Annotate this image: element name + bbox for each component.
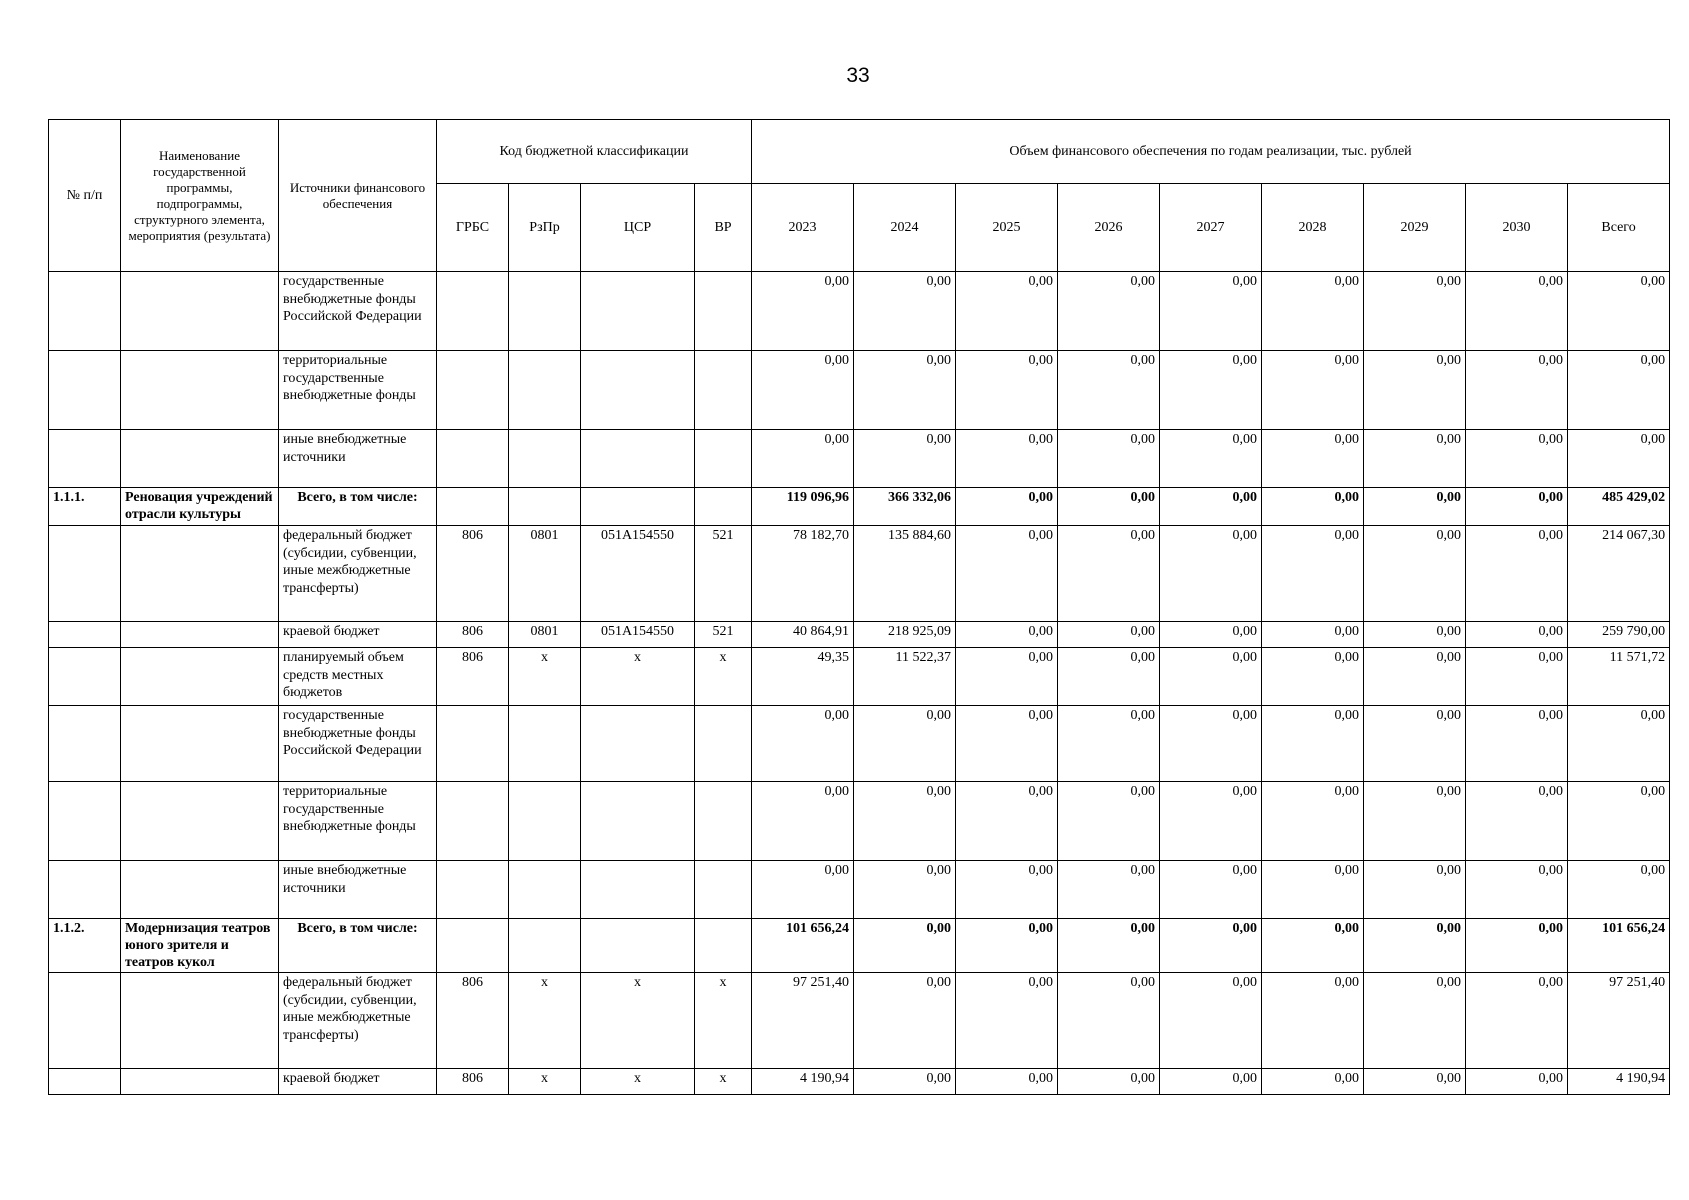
row-code: 806 xyxy=(437,973,509,1069)
row-name xyxy=(121,861,279,919)
row-name xyxy=(121,272,279,351)
row-value: 0,00 xyxy=(1466,782,1568,861)
row-name xyxy=(121,706,279,782)
row-value: 0,00 xyxy=(1364,272,1466,351)
row-value: 0,00 xyxy=(956,973,1058,1069)
table-row xyxy=(49,782,1670,861)
row-value: 0,00 xyxy=(1058,648,1160,706)
header-code-grbs: ГРБС xyxy=(437,184,509,272)
row-value: 0,00 xyxy=(956,782,1058,861)
row-source: иные внебюджетные источники xyxy=(279,861,437,919)
table-row xyxy=(49,706,1670,782)
row-code xyxy=(509,706,581,782)
row-value: 0,00 xyxy=(1466,488,1568,526)
row-source: планируемый объем средств местных бюджетов xyxy=(279,648,437,706)
header-year-2025: 2025 xyxy=(956,184,1058,272)
row-value: 0,00 xyxy=(1466,648,1568,706)
row-code xyxy=(695,782,752,861)
row-code xyxy=(509,782,581,861)
row-value: 0,00 xyxy=(1058,973,1160,1069)
row-code xyxy=(581,861,695,919)
table-row xyxy=(49,272,1670,351)
row-name xyxy=(121,622,279,648)
row-value: 0,00 xyxy=(1262,622,1364,648)
row-code: x xyxy=(581,1069,695,1095)
row-code xyxy=(437,861,509,919)
row-code xyxy=(581,430,695,488)
row-code xyxy=(581,919,695,973)
row-value: 0,00 xyxy=(854,272,956,351)
row-value: 0,00 xyxy=(956,706,1058,782)
row-value: 0,00 xyxy=(1058,622,1160,648)
row-source: территориальные государственные внебюджетные фонды xyxy=(279,351,437,430)
row-value: 366 332,06 xyxy=(854,488,956,526)
row-value: 119 096,96 xyxy=(752,488,854,526)
row-value: 0,00 xyxy=(1160,272,1262,351)
row-value: 0,00 xyxy=(956,430,1058,488)
row-total: 0,00 xyxy=(1568,430,1670,488)
header-code-vr: ВР xyxy=(695,184,752,272)
row-value: 4 190,94 xyxy=(752,1069,854,1095)
row-value: 0,00 xyxy=(752,272,854,351)
row-code: x xyxy=(509,973,581,1069)
row-value: 0,00 xyxy=(854,1069,956,1095)
row-value: 0,00 xyxy=(1262,526,1364,622)
row-code xyxy=(509,919,581,973)
row-code xyxy=(509,430,581,488)
row-name xyxy=(121,526,279,622)
header-year-2023: 2023 xyxy=(752,184,854,272)
table-row xyxy=(49,351,1670,430)
row-value: 0,00 xyxy=(1466,622,1568,648)
row-total: 0,00 xyxy=(1568,351,1670,430)
row-value: 0,00 xyxy=(854,351,956,430)
row-code: 0801 xyxy=(509,526,581,622)
row-value: 0,00 xyxy=(1364,622,1466,648)
row-code: 806 xyxy=(437,1069,509,1095)
row-source: Всего, в том числе: xyxy=(279,488,437,526)
table-row xyxy=(49,488,1670,526)
row-value: 0,00 xyxy=(1160,782,1262,861)
row-value: 0,00 xyxy=(752,351,854,430)
header-source: Источники финансового обеспечения xyxy=(279,120,437,272)
row-value: 0,00 xyxy=(956,488,1058,526)
row-total: 4 190,94 xyxy=(1568,1069,1670,1095)
row-value: 0,00 xyxy=(1262,919,1364,973)
row-code: x xyxy=(509,1069,581,1095)
table-body xyxy=(49,272,1670,1095)
row-value: 0,00 xyxy=(956,351,1058,430)
row-value: 78 182,70 xyxy=(752,526,854,622)
row-source: Всего, в том числе: xyxy=(279,919,437,973)
row-value: 0,00 xyxy=(1262,1069,1364,1095)
row-value: 0,00 xyxy=(1364,648,1466,706)
row-number: 1.1.2. xyxy=(49,919,121,973)
row-code: 806 xyxy=(437,622,509,648)
row-value: 0,00 xyxy=(1160,706,1262,782)
row-value: 0,00 xyxy=(1262,430,1364,488)
row-code: x xyxy=(695,973,752,1069)
row-number: 1.1.1. xyxy=(49,488,121,526)
table-row xyxy=(49,430,1670,488)
row-value: 0,00 xyxy=(1466,351,1568,430)
row-number xyxy=(49,272,121,351)
table-row xyxy=(49,861,1670,919)
header-code-csr: ЦСР xyxy=(581,184,695,272)
row-value: 0,00 xyxy=(1160,526,1262,622)
row-value: 0,00 xyxy=(956,622,1058,648)
row-value: 0,00 xyxy=(1160,488,1262,526)
header-year-2024: 2024 xyxy=(854,184,956,272)
row-code xyxy=(695,272,752,351)
row-code xyxy=(437,919,509,973)
row-value: 0,00 xyxy=(1160,973,1262,1069)
row-name xyxy=(121,782,279,861)
table-row xyxy=(49,1069,1670,1095)
row-code xyxy=(509,861,581,919)
row-value: 0,00 xyxy=(1364,919,1466,973)
row-code xyxy=(695,488,752,526)
row-code: 051A154550 xyxy=(581,526,695,622)
row-value: 40 864,91 xyxy=(752,622,854,648)
row-code xyxy=(509,272,581,351)
row-number xyxy=(49,706,121,782)
row-code xyxy=(581,488,695,526)
row-code xyxy=(509,488,581,526)
header-year-2029: 2029 xyxy=(1364,184,1466,272)
row-value: 218 925,09 xyxy=(854,622,956,648)
row-code: 521 xyxy=(695,526,752,622)
row-value: 0,00 xyxy=(1466,1069,1568,1095)
row-value: 0,00 xyxy=(1058,919,1160,973)
row-value: 0,00 xyxy=(752,706,854,782)
header-year-2030: 2030 xyxy=(1466,184,1568,272)
table-row xyxy=(49,622,1670,648)
header-code-group: Код бюджетной классификации xyxy=(437,120,752,184)
row-value: 0,00 xyxy=(1160,622,1262,648)
row-code xyxy=(581,782,695,861)
row-number xyxy=(49,648,121,706)
row-value: 0,00 xyxy=(956,861,1058,919)
row-value: 0,00 xyxy=(1160,648,1262,706)
row-code: 806 xyxy=(437,648,509,706)
row-code: x xyxy=(695,1069,752,1095)
row-total: 0,00 xyxy=(1568,782,1670,861)
row-value: 0,00 xyxy=(854,430,956,488)
row-value: 0,00 xyxy=(1364,430,1466,488)
row-code xyxy=(437,782,509,861)
row-total: 485 429,02 xyxy=(1568,488,1670,526)
row-value: 0,00 xyxy=(1058,861,1160,919)
row-code xyxy=(437,488,509,526)
row-value: 0,00 xyxy=(1262,706,1364,782)
row-value: 0,00 xyxy=(1364,973,1466,1069)
row-value: 0,00 xyxy=(1262,488,1364,526)
row-code: 051A154550 xyxy=(581,622,695,648)
row-name xyxy=(121,648,279,706)
row-value: 0,00 xyxy=(1160,861,1262,919)
row-total: 11 571,72 xyxy=(1568,648,1670,706)
row-value: 0,00 xyxy=(1058,272,1160,351)
row-value: 101 656,24 xyxy=(752,919,854,973)
header-name: Наименование государственной программы, подпрограммы, структурного элемента, мероприятия (результата) xyxy=(121,120,279,272)
row-name xyxy=(121,973,279,1069)
row-code xyxy=(437,272,509,351)
row-value: 0,00 xyxy=(1364,351,1466,430)
row-value: 0,00 xyxy=(1160,430,1262,488)
row-source: территориальные государственные внебюджетные фонды xyxy=(279,782,437,861)
row-value: 0,00 xyxy=(956,648,1058,706)
row-code xyxy=(509,351,581,430)
row-number xyxy=(49,973,121,1069)
header-year-2026: 2026 xyxy=(1058,184,1160,272)
row-code: x xyxy=(581,648,695,706)
row-code xyxy=(695,351,752,430)
row-source: государственные внебюджетные фонды Российской Федерации xyxy=(279,272,437,351)
row-code xyxy=(437,706,509,782)
row-value: 0,00 xyxy=(1466,526,1568,622)
header-year-2028: 2028 xyxy=(1262,184,1364,272)
row-number xyxy=(49,526,121,622)
row-total: 101 656,24 xyxy=(1568,919,1670,973)
row-value: 0,00 xyxy=(854,706,956,782)
row-code xyxy=(695,706,752,782)
row-code: 806 xyxy=(437,526,509,622)
row-code: x xyxy=(509,648,581,706)
row-value: 0,00 xyxy=(1058,526,1160,622)
row-value: 0,00 xyxy=(1262,648,1364,706)
row-value: 0,00 xyxy=(1160,919,1262,973)
row-value: 0,00 xyxy=(956,919,1058,973)
row-total: 214 067,30 xyxy=(1568,526,1670,622)
table-row xyxy=(49,526,1670,622)
row-code xyxy=(695,430,752,488)
header-year-2027: 2027 xyxy=(1160,184,1262,272)
row-value: 0,00 xyxy=(1364,782,1466,861)
row-value: 0,00 xyxy=(1160,1069,1262,1095)
row-value: 0,00 xyxy=(1058,782,1160,861)
row-value: 0,00 xyxy=(1058,706,1160,782)
row-source: федеральный бюджет (субсидии, субвенции, иные межбюджетные трансферты) xyxy=(279,526,437,622)
row-name: Модернизация театров юного зрителя и театров кукол xyxy=(121,919,279,973)
row-number xyxy=(49,351,121,430)
row-value: 0,00 xyxy=(1262,782,1364,861)
row-value: 0,00 xyxy=(1364,1069,1466,1095)
row-value: 0,00 xyxy=(854,861,956,919)
row-value: 0,00 xyxy=(752,430,854,488)
row-value: 0,00 xyxy=(1466,706,1568,782)
row-value: 0,00 xyxy=(1466,272,1568,351)
row-value: 0,00 xyxy=(1058,430,1160,488)
row-value: 0,00 xyxy=(854,973,956,1069)
row-number xyxy=(49,782,121,861)
row-value: 0,00 xyxy=(1364,526,1466,622)
row-source: краевой бюджет xyxy=(279,1069,437,1095)
row-name xyxy=(121,1069,279,1095)
row-code: x xyxy=(581,973,695,1069)
row-value: 0,00 xyxy=(1364,488,1466,526)
row-value: 0,00 xyxy=(1262,861,1364,919)
page-number: 33 xyxy=(846,64,870,87)
row-code xyxy=(437,430,509,488)
row-value: 0,00 xyxy=(1466,430,1568,488)
row-value: 97 251,40 xyxy=(752,973,854,1069)
row-name xyxy=(121,430,279,488)
table-row xyxy=(49,919,1670,973)
row-source: краевой бюджет xyxy=(279,622,437,648)
row-name: Реновация учреждений отрасли культуры xyxy=(121,488,279,526)
row-number xyxy=(49,430,121,488)
row-value: 0,00 xyxy=(1262,351,1364,430)
row-total: 97 251,40 xyxy=(1568,973,1670,1069)
row-value: 49,35 xyxy=(752,648,854,706)
row-value: 0,00 xyxy=(956,526,1058,622)
row-value: 0,00 xyxy=(1058,351,1160,430)
row-code: 521 xyxy=(695,622,752,648)
row-value: 0,00 xyxy=(1466,861,1568,919)
row-value: 0,00 xyxy=(1262,973,1364,1069)
row-code xyxy=(581,706,695,782)
row-source: федеральный бюджет (субсидии, субвенции, иные межбюджетные трансферты) xyxy=(279,973,437,1069)
row-value: 0,00 xyxy=(956,272,1058,351)
row-code xyxy=(695,861,752,919)
row-value: 135 884,60 xyxy=(854,526,956,622)
row-value: 0,00 xyxy=(752,861,854,919)
table-row xyxy=(49,648,1670,706)
row-source: государственные внебюджетные фонды Российской Федерации xyxy=(279,706,437,782)
row-value: 0,00 xyxy=(956,1069,1058,1095)
row-total: 0,00 xyxy=(1568,861,1670,919)
row-value: 0,00 xyxy=(1466,973,1568,1069)
row-source: иные внебюджетные источники xyxy=(279,430,437,488)
row-number xyxy=(49,1069,121,1095)
header-num: № п/п xyxy=(49,120,121,272)
row-value: 0,00 xyxy=(854,782,956,861)
header-code-rzpr: РзПр xyxy=(509,184,581,272)
row-value: 0,00 xyxy=(1364,706,1466,782)
row-value: 11 522,37 xyxy=(854,648,956,706)
row-code xyxy=(437,351,509,430)
row-code: 0801 xyxy=(509,622,581,648)
row-total: 0,00 xyxy=(1568,272,1670,351)
row-total: 259 790,00 xyxy=(1568,622,1670,648)
row-value: 0,00 xyxy=(1466,919,1568,973)
row-value: 0,00 xyxy=(752,782,854,861)
row-name xyxy=(121,351,279,430)
row-number xyxy=(49,622,121,648)
row-code xyxy=(695,919,752,973)
header-volume-group: Объем финансового обеспечения по годам реализации, тыс. рублей xyxy=(752,120,1670,184)
row-value: 0,00 xyxy=(1058,488,1160,526)
row-total: 0,00 xyxy=(1568,706,1670,782)
row-value: 0,00 xyxy=(1364,861,1466,919)
budget-table xyxy=(48,119,1670,1095)
row-code xyxy=(581,272,695,351)
row-value: 0,00 xyxy=(1160,351,1262,430)
row-value: 0,00 xyxy=(1058,1069,1160,1095)
row-number xyxy=(49,861,121,919)
table-row xyxy=(49,973,1670,1069)
row-value: 0,00 xyxy=(1262,272,1364,351)
row-code: x xyxy=(695,648,752,706)
header-total: Всего xyxy=(1568,184,1670,272)
row-value: 0,00 xyxy=(854,919,956,973)
row-code xyxy=(581,351,695,430)
